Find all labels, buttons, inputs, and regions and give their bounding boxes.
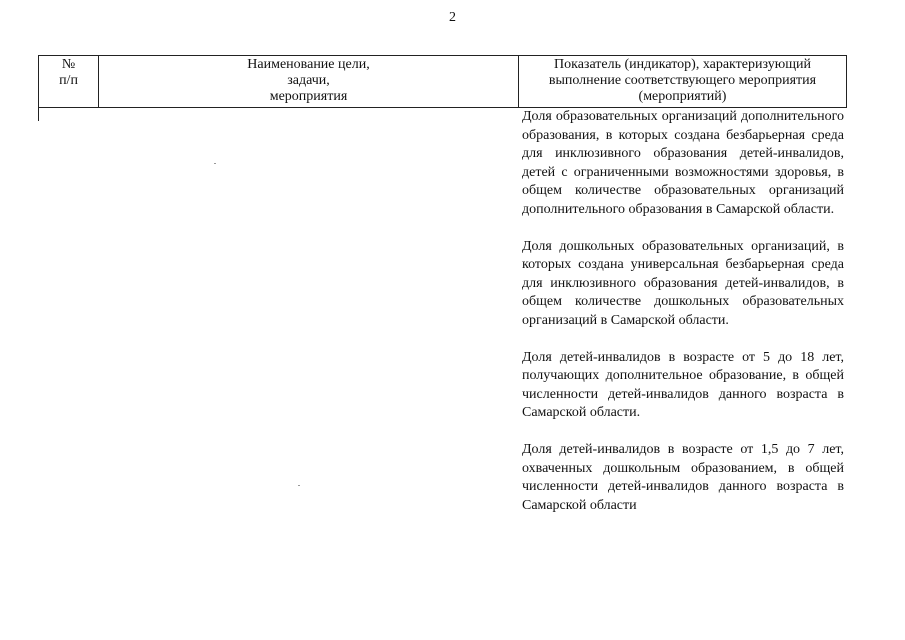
scan-speck — [298, 485, 300, 486]
header-indicator-line: выполнение соответствующего мероприятия — [548, 73, 817, 88]
header-number-line: № — [61, 57, 76, 72]
header-cell-name — [99, 56, 519, 108]
header-indicator-line: Показатель (индикатор), характеризующий — [554, 57, 811, 72]
table-header — [38, 55, 847, 108]
indicator-paragraph: Доля образовательных организаций дополнительного образования, в которых создана безбарьерная среда для инклюзивного образования детей-инвалидов, детей с ограниченными возможностями здоровья, в общем количестве образовательных организаций дополнительного образования в Самарской области. — [522, 109, 844, 217]
header-name-line: Наименование цели, — [247, 57, 370, 72]
indicator-paragraph: Доля детей-инвалидов в возрасте от 1,5 до 7 лет, охваченных дошкольным образованием, в общей численности детей-инвалидов данного возраста в Самарской области — [522, 441, 844, 513]
header-number-line: п/п — [59, 73, 78, 88]
header-indicator-line: (мероприятий) — [638, 89, 727, 104]
page-number: 2 — [449, 10, 456, 25]
scan-speck — [214, 163, 216, 164]
header-name-line: мероприятия — [269, 89, 348, 104]
header-cell-indicator — [519, 56, 847, 108]
indicator-paragraph: Доля дошкольных образовательных организаций, в которых создана универсальная безбарьерная среда для инклюзивного образования детей-инвалидов, в общем количестве дошкольных образовательных организаций в Самарской области. — [522, 238, 844, 328]
header-cell-number — [39, 56, 99, 108]
header-name-line: задачи, — [287, 73, 330, 88]
table-left-border — [38, 107, 39, 121]
header-row — [39, 56, 847, 108]
indicator-column — [522, 108, 844, 533]
indicator-paragraph: Доля детей-инвалидов в возрасте от 5 до 18 лет, получающих дополнительное образование, в общей численности детей-инвалидов данного возраста в Самарской области. — [522, 349, 844, 421]
